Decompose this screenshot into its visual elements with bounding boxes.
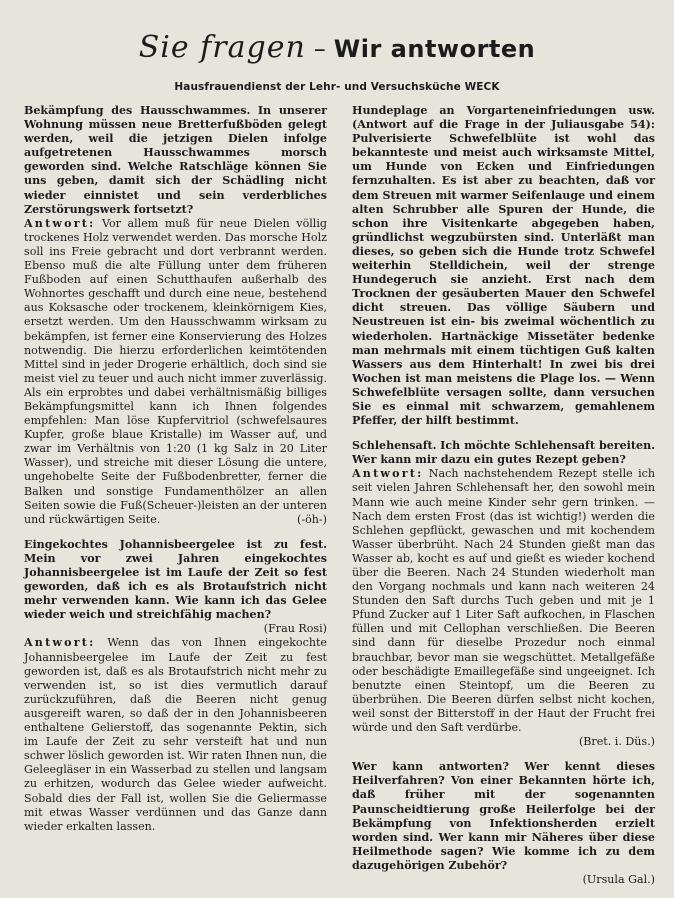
article-question: (Antwort auf die Frage in der Juliausgabe 54): <box>352 118 655 132</box>
article-answer: Pulverisierte Schwefelblüte ist wohl das bekannteste und meist auch wirksamste Mittel, um Hunde von Ecken und Einfriedungen fernzuhalten. Es ist aber zu beachten, daß vor dem Streuen mit warmer Seifenlauge und einem alten Schrubber alle Spuren der Hunde, die schon ihre Visitenkarte abgegeben haben, gründlichst wegzubürsten sind. Unterläßt man dieses, so geben sich die Hunde trotz Schwefel weiterhin Stelldichein, weil der strenge Hundegeruch sie anzieht. Erst nach dem Trocknen der gesäuberten Mauer den Schwefel dicht streuen. Das völlige Säubern und Neustreuen ist ein- bis zweimal wöchentlich zu wiederholen. Hartnäckige Missetäter bedenke man mehrmals mit einem tüchtigen Guß kalten Wassers aus dem Hinterhalt! In zwei bis drei Wochen ist man meistens die Plage los. — Wenn Schwefelblüte versagen sollte, dann versuchen Sie es einmal mit schwarzem, gemahlenem Pfeffer, der hilft bestimmt. <box>352 132 655 428</box>
article-wer-kann-antworten <box>352 760 655 887</box>
article-heading: Schlehensaft. <box>352 439 437 453</box>
answer-label: Antwort: <box>24 636 96 650</box>
article-signature: (-öh-) <box>297 512 327 526</box>
article-question: Mein vor zwei Jahren eingekochtes Johannisbeergelee ist im Laufe der Zeit so fest geworden, daß ich es als Brotaufstrich nicht mehr verwenden kann. Wie kann ich das Gelee wieder weich und streichfähig machen? <box>24 551 327 622</box>
article-answer-block <box>24 217 327 527</box>
column-masthead <box>0 30 674 65</box>
article-hundeplage <box>352 104 655 428</box>
article-johannisbeergelee <box>24 538 327 834</box>
answer-label: Antwort: <box>24 216 96 230</box>
article-question-block <box>24 538 327 637</box>
article-question-block <box>352 760 655 887</box>
right-column <box>352 104 655 898</box>
article-schlehensaft <box>352 439 655 749</box>
article-heading: Wer kann antworten? <box>352 760 509 774</box>
subtitle: Hausfrauendienst der Lehr- und Versuchsküche WECK <box>174 81 500 93</box>
title-script: Sie fragen <box>138 30 306 65</box>
article-answer-block <box>352 467 655 749</box>
article-question: Wer kennt dieses Heilverfahren? Von einer Bekannten hörte ich, daß früher mit der sogenannten Paunscheidtierung große Heilerfolge bei der Bekämpfung von Infektionsherden erzielt worden sind. Wer kann mir Näheres über diese Heilmethode sagen? Wie komme ich zu dem dazugehörigen Zubehör? <box>352 760 656 872</box>
article-question-block <box>24 104 327 217</box>
article-question: In unserer Wohnung müssen neue Bretterfußböden gelegt werden, weil die jetzigen Dielen infolge aufgetretenen Hausschwammes morsch geworden sind. Welche Ratschläge können Sie uns geben, damit sich der Schädling nicht wieder einnistet und sein verderbliches Zerstörungswerk fortsetzt? <box>24 104 327 216</box>
article-signature: (Ursula Gal.) <box>582 872 655 886</box>
article-heading: Eingekochtes Johannisbeergelee ist zu fest. <box>24 537 327 551</box>
title-plain: Wir antworten <box>333 35 536 63</box>
article-heading: Bekämpfung des Hausschwammes. <box>24 104 251 117</box>
article-answer: Wenn das von Ihnen eingekochte Johannisbeergelee im Laufe der Zeit zu fest geworden ist, daß es als Brotaufstrich nicht mehr zu verwenden ist, so ist dies vermutlich darauf zurückzuführen, daß die Beeren nicht genug ausgereift waren, so daß der in den Johannisbeeren enthaltene Gelierstoff, das sogenannte Pektin, sich im Laufe der Zeit zu sehr versteift hat und nun schwer löslich geworden ist. Wir raten Ihnen nun, die Geleegläser in ein Wasserbad zu stellen und langsam zu erhitzen, wodurch das Gelee wieder aufweicht. Sobald dies der Fall ist, wollen Sie die Geliermasse mit etwas Wasser verdünnen und das Ganze dann wieder erkalten lassen. <box>24 636 327 833</box>
question-signature: (Frau Rosi) <box>263 622 327 636</box>
article-body <box>352 104 655 428</box>
title-dash: – <box>313 35 326 63</box>
article-heading: Hundeplage an Vorgarteneinfriedungen usw. <box>352 104 655 117</box>
article-answer: Vor allem muß für neue Dielen völlig trockenes Holz verwendet werden. Das morsche Holz soll ins Freie gebracht und dort verbrannt werden. Ebenso muß die alte Füllung unter dem früheren Fußboden auf einen Schutthaufen außerhalb des Wohnortes geschafft und durch eine neue, bestehend aus Koksasche oder trockenem, kleinkörnigem Kies, ersetzt werden. Um den Hausschwamm wirksam zu bekämpfen, ist ferner eine Konservierung des Holzes notwendig. Die hierzu erforderlichen keimtötenden Mittel sind in jeder Drogerie erhältlich, doch sind sie meist viel zu teuer und auch nicht immer zuverlässig. Als ein erprobtes und dabei verhältnismäßig billiges Bekämpfungsmittel kann ich Ihnen folgendes empfehlen: Man löse Kupfervitriol (schwefelsaures Kupfer, große blaue Kristalle) im Wasser auf, und zwar im Verhältnis von 1:20 (1 kg Salz in 20 Liter Wasser), und streiche mit dieser Lösung die untere, ungehobelte Seite der Fußbodenbretter, ferner die Balken und sonstige Fundamenthölzer an allen Seiten sowie die Fuß(Scheuer-)leisten an der unteren und rückwärtigen Seite. <box>24 216 327 526</box>
article-signature: (Bret. i. Düs.) <box>578 735 655 749</box>
article-answer-block <box>24 636 327 833</box>
article-hausschwamm <box>24 104 327 527</box>
article-answer: Nach nachstehendem Rezept stelle ich seit vielen Jahren Schlehensaft her, den sowohl mein Mann wie auch meine Kinder sehr gern trinken. — Nach dem ersten Frost (das ist wichtig!) werden die Schlehen gepflückt, gewaschen und mit kochendem Wasser überbrüht. Nach 24 Stunden gießt man das Wasser ab, kocht es auf und gießt es wieder kochend über die Beeren. Nach 24 Stunden wiederholt man den Vorgang nochmals und kann nach weiteren 24 Stunden den Saft durchs Tuch geben und mit je 1 Pfund Zucker auf 1 Liter Saft aufkochen, in Flaschen füllen und mit Cellophan verschließen. Die Beeren sind dann für dieselbe Prozedur noch einmal brauchbar, bevor man sie wegschüttet. Metallgefäße oder beschädigte Emaillegefäße sind ungeeignet. Ich benutzte einen Steintopf, um die Beeren zu überbrühen. Die Beeren dürfen selbst nicht kochen, weil sonst der Bitterstoff in der Haut der Frucht frei würde und den Saft verdürbe. <box>352 467 655 735</box>
article-question: Ich möchte Schlehensaft bereiten. Wer kann mir dazu ein gutes Rezept geben? <box>352 439 655 467</box>
answer-label: Antwort: <box>352 467 424 481</box>
left-column <box>24 104 327 845</box>
article-question-block <box>352 439 655 467</box>
